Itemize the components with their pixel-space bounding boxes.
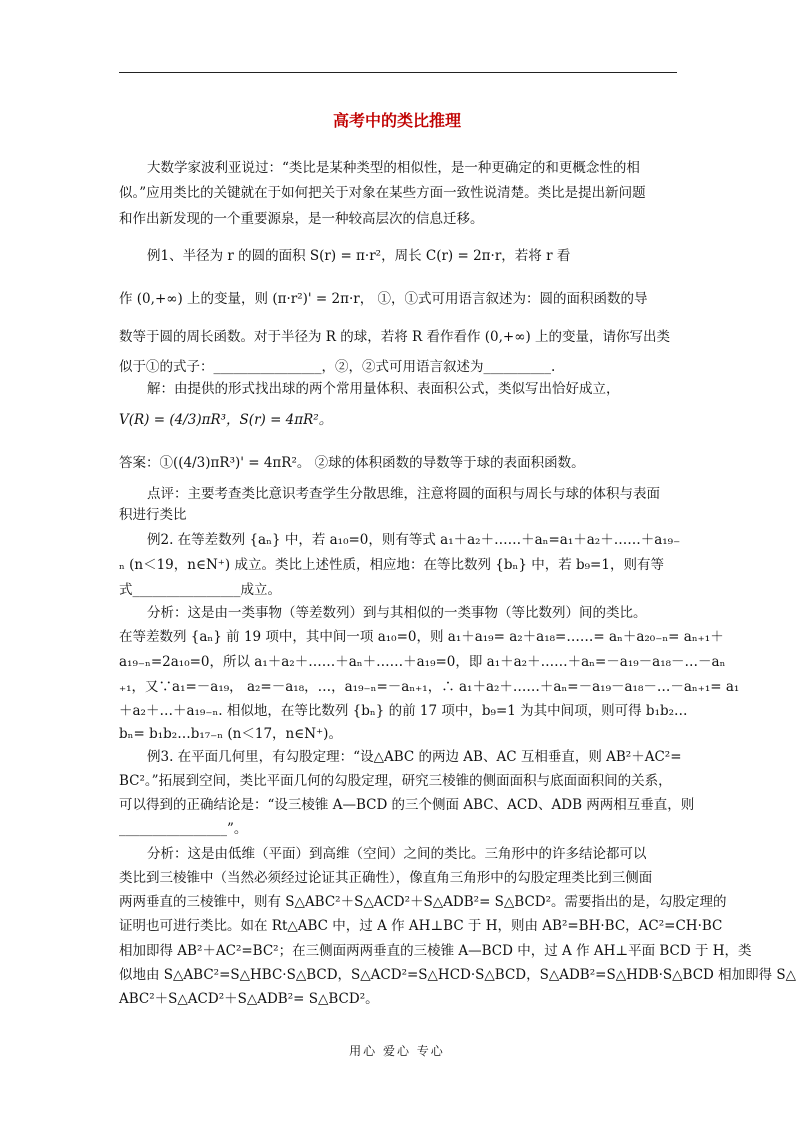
header-rule (119, 72, 677, 73)
text-line: 可以得到的正确结论是：“设三棱锥 A—BCD 的三个侧面 ABC、ACD、ADB 两两相互垂直，则 (119, 797, 695, 813)
text-line: 类比到三棱锥中（当然必须经过论证其正确性），像直角三角形中的勾股定理类比到三侧面 (119, 870, 653, 886)
comment-line: 点评：主要考查类比意识考查学生分散思维，注意将圆的面积与周长与球的体积与表面 (147, 486, 660, 502)
text-line: 似于①的式子：________________，②，②式可用语言叙述为__________. (119, 359, 556, 375)
text-line: 证明也可进行类比。如在 Rt△ABC 中，过 A 作 AH⊥BC 于 H，则由 AB²=BH·BC，AC²=CH·BC (119, 918, 723, 934)
text-line: bₙ= b₁b₂…b₁₇₋ₙ (n＜17，n∈N⁺)。 (119, 726, 342, 742)
text-line: 积进行类比 (119, 507, 187, 523)
analysis-line: 分析：这是由低维（平面）到高维（空间）之间的类比。三角形中的许多结论都可以 (147, 846, 647, 862)
text-line: 式________________成立。 (119, 582, 281, 598)
text-line: 和作出新发现的一个重要源泉，是一种较高层次的信息迁移。 (119, 211, 484, 227)
example-3-heading: 例3. 在平面几何里，有勾股定理：“设△ABC 的两边 AB、AC 互相垂直，则 AB²＋AC²= (147, 749, 682, 765)
solution-line: 解：由提供的形式找出球的两个常用量体积、表面积公式，类似写出恰好成立， (147, 381, 620, 397)
text-line: 相加即得 AB²＋AC²=BC²；在三侧面两两垂直的三棱锥 A—BCD 中，过 A 作 AH⊥平面 BCD 于 H，类 (119, 943, 752, 959)
text-line: 两两垂直的三棱锥中，则有 S△ABC²＋S△ACD²＋S△ADB²= S△BCD²。需要指出的是，勾股定理的 (119, 894, 727, 910)
text-line: 大数学家波利亚说过：“类比是某种类型的相似性，是一种更确定的和更概念性的相 (147, 160, 640, 176)
text-line: ________________”。 (119, 821, 248, 837)
text-line: ABC²＋S△ACD²＋S△ADB²= S△BCD²。 (119, 991, 379, 1007)
text-line: 似地由 S△ABC²=S△HBC·S△BCD，S△ACD²=S△HCD·S△BCD，S△ADB²=S△HDB·S△BCD 相加即得 S△ (119, 967, 796, 983)
formula-line: V(R) = (4/3)πR³，S(r) = 4πR²。 (119, 412, 333, 428)
example-1-heading: 例1、半径为 r 的圆的面积 S(r) = π·r²，周长 C(r) = 2π·r，若将 r 看 (147, 248, 571, 264)
text-line: ₙ (n＜19，n∈N⁺) 成立。类比上述性质，相应地：在等比数列 {bₙ} 中，若 b₉=1，则有等 (119, 557, 664, 573)
text-line: 作 (0,+∞) 上的变量，则 (π·r²)' = 2π·r， ①，①式可用语言叙述为：圆的面积函数的导 (119, 291, 648, 307)
page-footer: 用心 爱心 专心 (349, 1044, 445, 1058)
text-line: 似。”应用类比的关键就在于如何把关于对象在某些方面一致性说清楚。类比是提出新问题 (119, 185, 646, 201)
answer-line: 答案：①((4/3)πR³)' = 4πR²。 ②球的体积函数的导数等于球的表面积函数。 (119, 455, 585, 471)
text-line: 在等差数列 {aₙ} 前 19 项中，其中间一项 a₁₀=0，则 a₁＋a₁₉= a₂＋a₁₈=……= aₙ＋a₂₀₋ₙ= aₙ₊₁＋ (119, 629, 724, 645)
text-line: ₊₁，又∵a₁=－a₁₉， a₂=－a₁₈，…，a₁₉₋ₙ=－aₙ₊₁，∴ a₁＋a₂＋……＋aₙ=－a₁₉－a₁₈－…－aₙ₊₁= a₁ (119, 679, 740, 695)
text-line: a₁₉₋ₙ=2a₁₀=0，所以 a₁＋a₂＋……＋aₙ＋……＋a₁₉=0，即 a₁＋a₂＋……＋aₙ=－a₁₉－a₁₈－…－aₙ (119, 654, 726, 670)
text-line: BC²。”拓展到空间，类比平面几何的勾股定理，研究三棱锥的侧面面积与底面面积间的关系， (119, 773, 672, 789)
text-line: 数等于圆的周长函数。对于半径为 R 的球，若将 R 看作看作 (0,+∞) 上的变量，请你写出类 (119, 329, 671, 345)
text-line: ＋a₂＋…＋a₁₉₋ₙ. 相似地，在等比数列 {bₙ} 的前 17 项中，b₉=1 为其中间项，则可得 b₁b₂… (119, 703, 688, 719)
page-title: 高考中的类比推理 (332, 111, 461, 130)
example-2-heading: 例2. 在等差数列 {aₙ} 中，若 a₁₀=0，则有等式 a₁＋a₂＋……＋aₙ=a₁＋a₂＋……＋a₁₉₋ (147, 532, 681, 548)
analysis-line: 分析：这是由一类事物（等差数列）到与其相似的一类事物（等比数列）间的类比。 (147, 605, 647, 621)
